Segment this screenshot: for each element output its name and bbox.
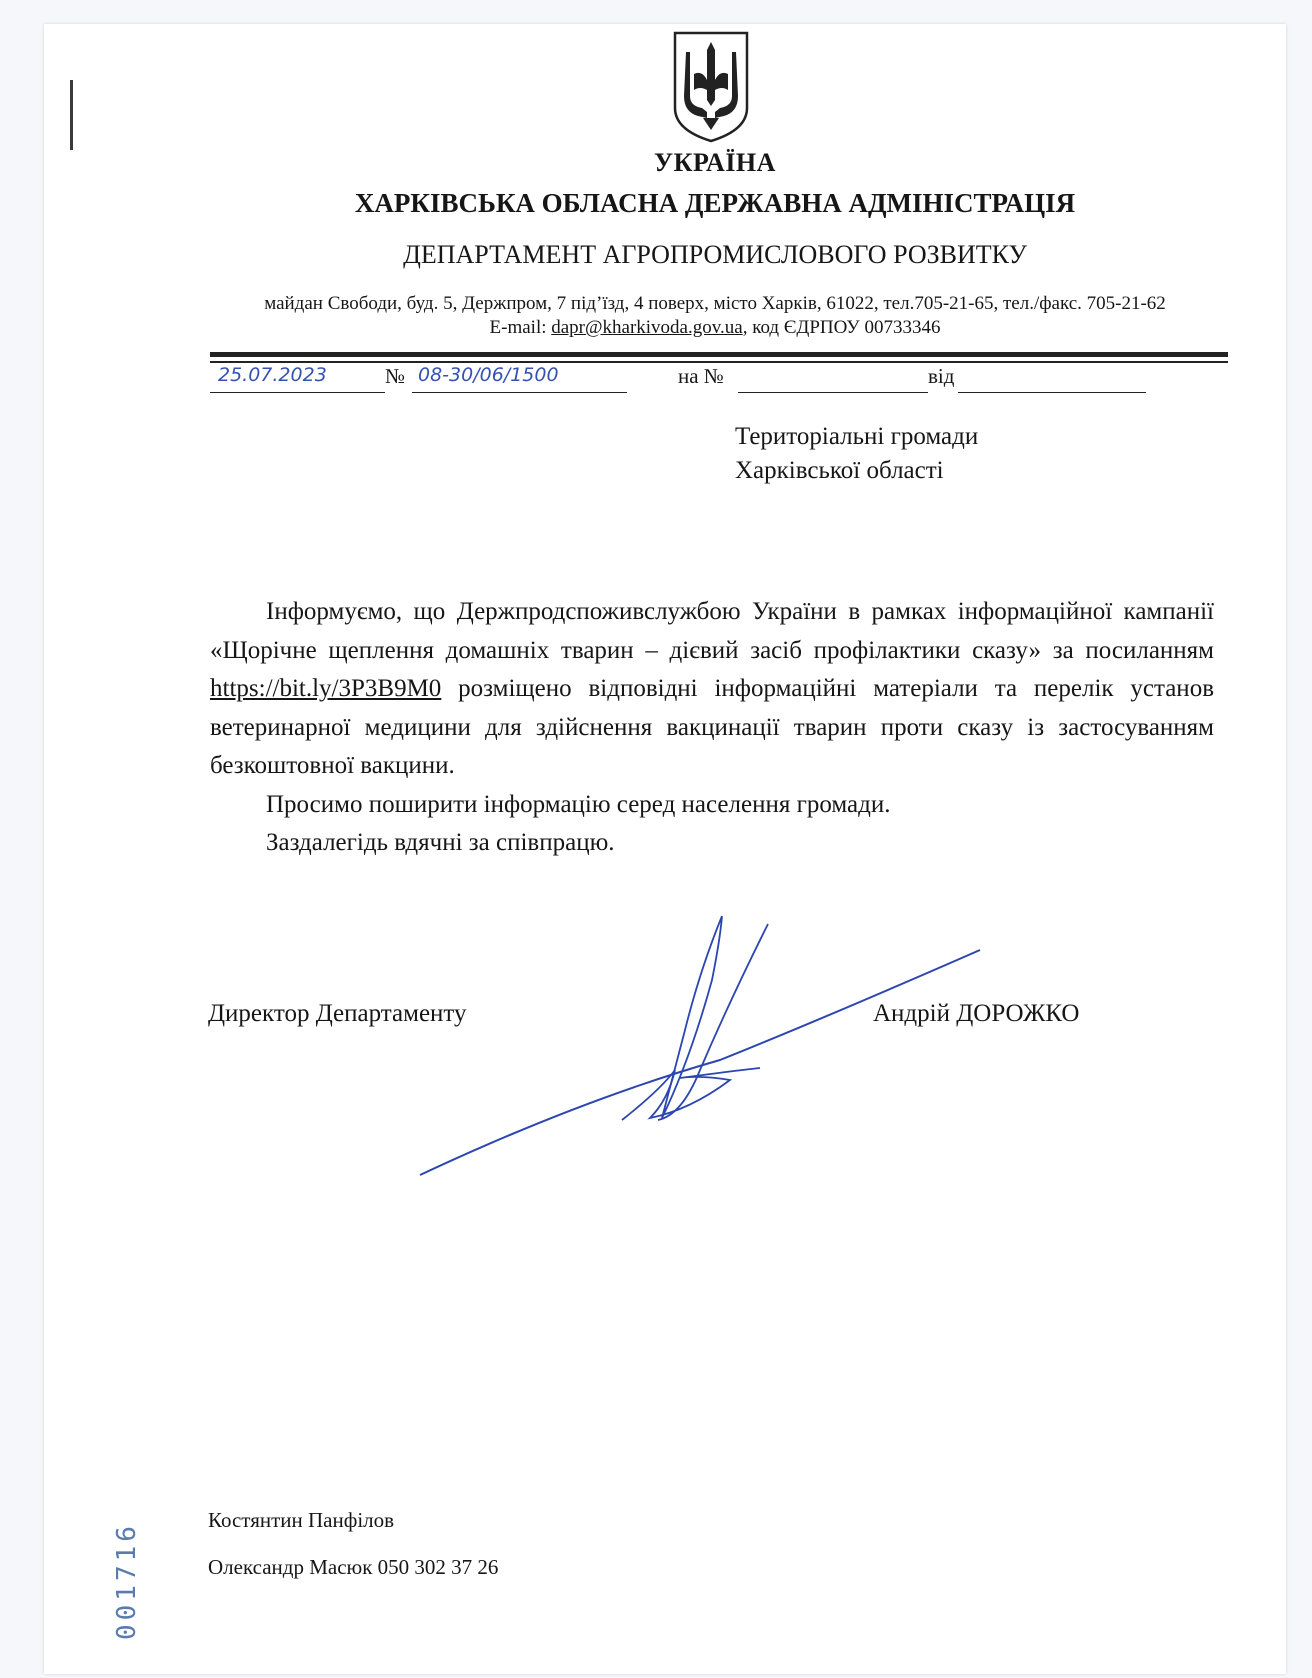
registration-number: 08-30/06/1500	[418, 364, 559, 386]
coat-of-arms-icon	[672, 30, 750, 144]
date-underline	[210, 392, 385, 393]
header-divider-thick	[210, 352, 1228, 357]
country-heading: УКРАЇНА	[654, 148, 776, 177]
recipient-line: Харківської області	[735, 457, 944, 484]
contact-line	[200, 316, 1230, 340]
header-divider-thin	[210, 361, 1228, 363]
recipient-line: Територіальні громади	[735, 423, 979, 450]
paragraph-text: розміщено відповідні інформаційні матеріали та перелік установ ветеринарної медицини для здійснення вакцинації тварин проти сказу із застосуванням безкоштовної вакцини.	[210, 675, 1214, 779]
address-block	[200, 292, 1230, 340]
from-date-underline	[958, 392, 1146, 393]
department-heading: ДЕПАРТАМЕНТ АГРОПРОМИСЛОВОГО РОЗВИТКУ	[403, 240, 1027, 269]
scan-artifact	[70, 80, 73, 150]
paragraph-request: Просимо поширити інформацію серед населення громади.	[266, 790, 891, 818]
administration-heading: ХАРКІВСЬКА ОБЛАСНА ДЕРЖАВНА АДМІНІСТРАЦІЯ	[354, 188, 1076, 218]
campaign-link[interactable]: https://bit.ly/3P3B9M0	[210, 675, 442, 702]
signer-title: Директор Департаменту	[208, 1000, 467, 1027]
handwritten-signature	[400, 910, 1000, 1190]
paragraph-text: Інформуємо, що Держпродспоживслужбою України в рамках інформаційної кампанії «Щорічне щеплення домашніх тварин – дієвий засіб профілактики сказу» за посиланням	[210, 598, 1214, 664]
registration-date: 25.07.2023	[218, 364, 327, 386]
number-underline	[412, 392, 627, 393]
reply-number-underline	[738, 392, 928, 393]
signer-name: Андрій ДОРОЖКО	[873, 1000, 1080, 1027]
executor-contact: Олександр Масюк 050 302 37 26	[208, 1555, 499, 1579]
paragraph-info	[210, 593, 1214, 786]
address-line: майдан Свободи, буд. 5, Держпром, 7 під’їзд, 4 поверх, місто Харків, 61022, тел.705-21-65, тел./факс. 705-21-62	[264, 293, 1166, 314]
from-date-label: від	[928, 364, 955, 388]
incoming-stamp-number: 001716	[112, 1522, 142, 1640]
email-prefix: E-mail:	[489, 317, 552, 338]
reply-number-label: на №	[678, 364, 724, 388]
letter-body	[210, 593, 1214, 863]
email-link[interactable]: dapr@kharkivoda.gov.ua	[551, 317, 743, 338]
edrpou-code: , код ЄДРПОУ 00733346	[742, 317, 941, 338]
recipient-block	[735, 420, 978, 488]
paragraph-thanks: Заздалегідь вдячні за співпрацю.	[266, 829, 615, 856]
executor-name: Костянтин Панфілов	[208, 1508, 395, 1532]
number-sign: №	[385, 364, 406, 388]
